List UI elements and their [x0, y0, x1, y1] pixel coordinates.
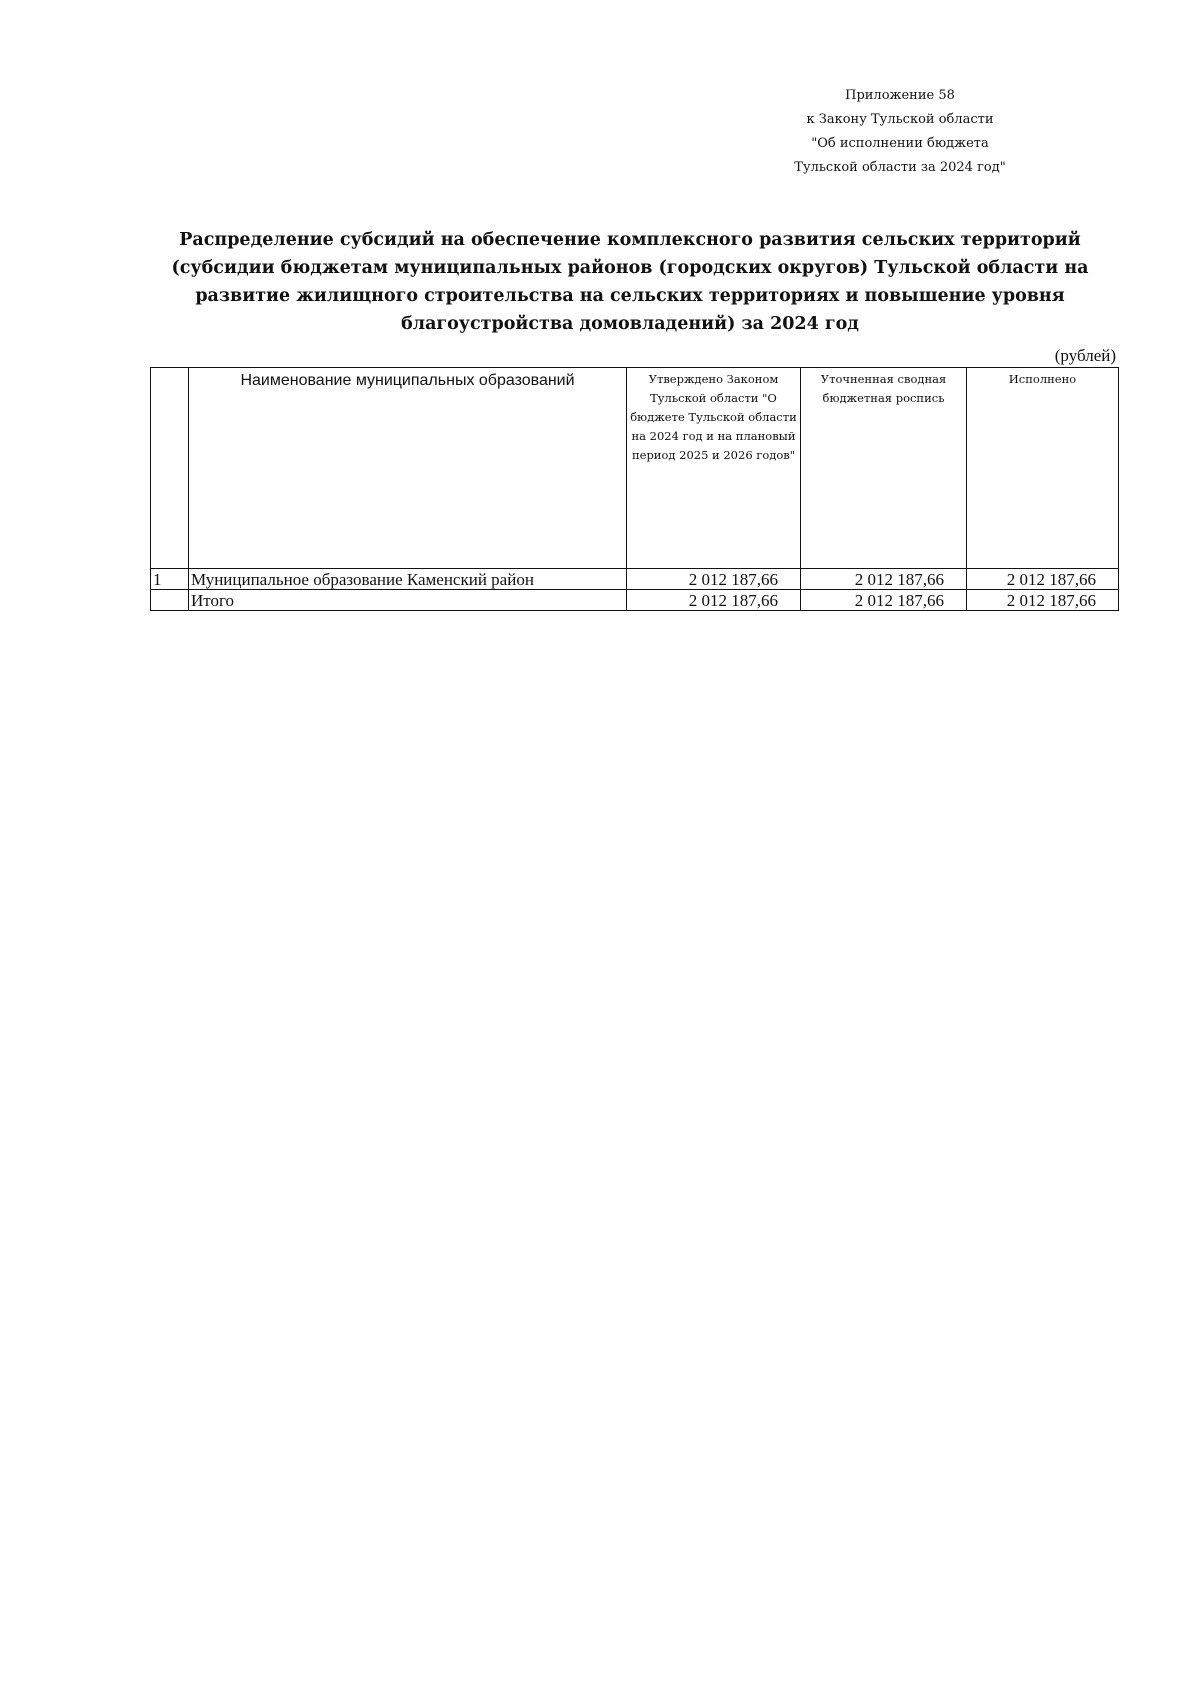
row-approved: 2 012 187,66	[627, 569, 801, 590]
total-executed: 2 012 187,66	[967, 590, 1119, 611]
header-name: Наименование муниципальных образований	[189, 368, 627, 569]
total-index	[151, 590, 189, 611]
table-header-row	[151, 368, 1119, 569]
row-index: 1	[151, 569, 189, 590]
table-row	[151, 569, 1119, 590]
total-name: Итого	[189, 590, 627, 611]
appendix-line-4: Тульской области за 2024 год"	[794, 160, 1006, 175]
appendix-note	[720, 84, 1080, 180]
units-label: (рублей)	[1054, 346, 1116, 365]
appendix-line-1: Приложение 58	[845, 88, 955, 103]
header-index	[151, 368, 189, 569]
subsidy-table	[150, 367, 1119, 611]
appendix-line-3: "Об исполнении бюджета	[811, 136, 989, 151]
total-approved: 2 012 187,66	[627, 590, 801, 611]
header-approved: Утверждено Законом Тульской области "О бюджете Тульской области на 2024 год и на плановый период 2025 и 2026 годов"	[627, 368, 801, 569]
row-revised: 2 012 187,66	[801, 569, 967, 590]
row-name: Муниципальное образование Каменский район	[189, 569, 627, 590]
appendix-line-2: к Закону Тульской области	[806, 112, 994, 127]
total-revised: 2 012 187,66	[801, 590, 967, 611]
header-revised: Уточненная сводная бюджетная роспись	[801, 368, 967, 569]
document-title: Распределение субсидий на обеспечение комплексного развития сельских территорий (субсидии бюджетам муниципальных районов (городских округов) Тульской области на развитие жилищного строительства на сельских территориях и повышение уровня благоустройства домовладений) за 2024 год	[171, 230, 1089, 334]
table-total-row	[151, 590, 1119, 611]
header-executed: Исполнено	[967, 368, 1119, 569]
row-executed: 2 012 187,66	[967, 569, 1119, 590]
